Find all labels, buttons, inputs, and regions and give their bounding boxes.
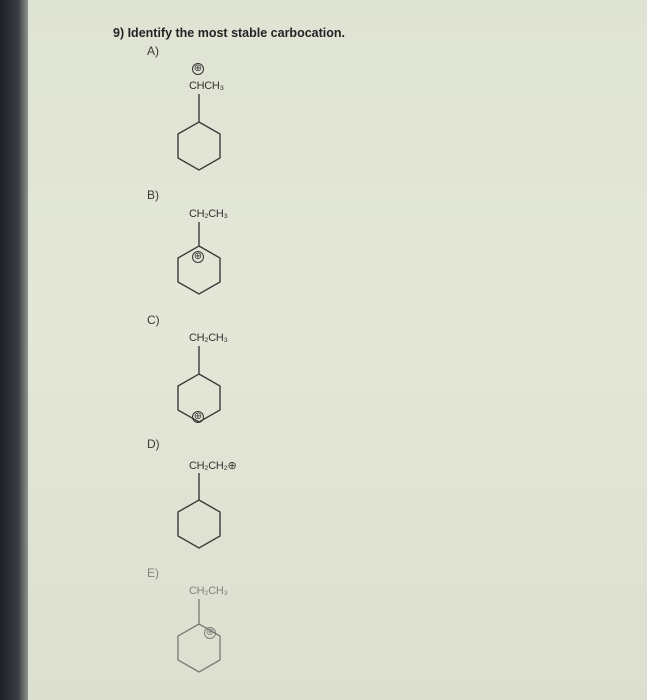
option-a-charge: ⊕ [193,63,203,74]
option-b-formula: CH₂CH₃ [189,208,228,220]
option-b-label: B) [147,188,159,202]
option-c-label: C) [147,313,160,327]
option-c-formula: CH₂CH₃ [189,332,228,344]
option-e-charge: ⊕ [205,627,215,638]
option-b-cyclohexane-ring [178,246,220,294]
option-d-label: D) [147,437,160,451]
option-d-cyclohexane-ring [178,500,220,548]
option-c-cyclohexane-ring [178,374,220,422]
option-d-formula: CH₂CH₂⊕ [189,460,237,472]
option-a-cyclohexane-ring [178,122,220,170]
option-e-formula: CH₂CH₃ [189,585,228,597]
option-b-charge: ⊕ [193,251,203,262]
option-a-label: A) [147,44,159,58]
question-text: 9) Identify the most stable carbocation. [113,26,345,40]
option-c-charge: ⊕ [193,411,203,422]
option-a-formula: CHCH₃ [189,80,224,92]
option-e-label: E) [147,566,159,580]
option-e-cyclohexane-ring [178,624,220,672]
